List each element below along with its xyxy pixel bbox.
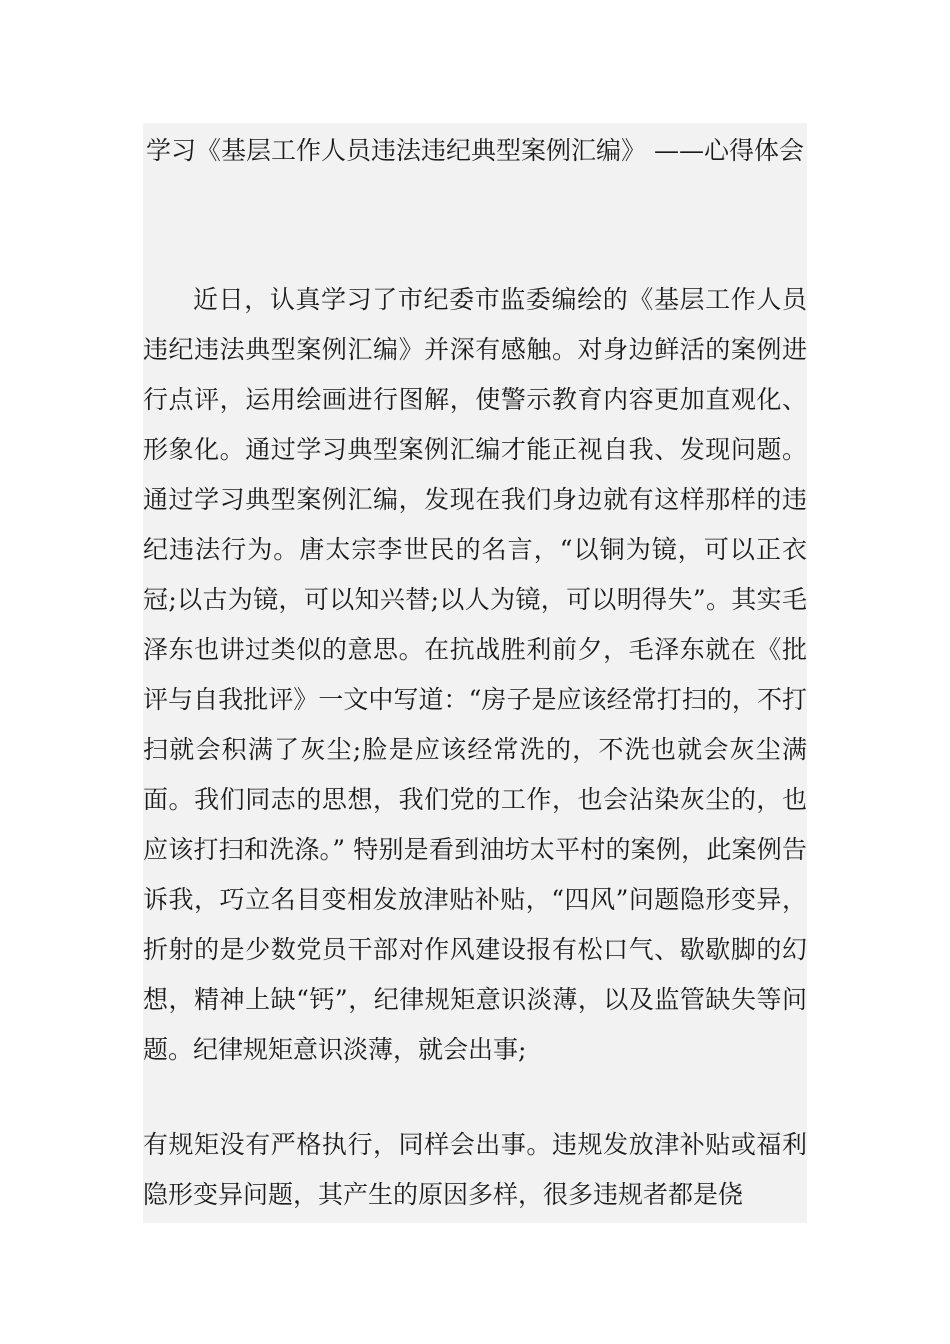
body-paragraph-1: 近日，认真学习了市纪委市监委编绘的《基层工作人员违纪违法典型案例汇编》并深有感触。对身边鲜活的案例进行点评，运用绘画进行图解，使警示教育内容更加直观化、形象化。通过学习典型案例汇编才能正视自我、发现问题。通过学习典型案例汇编，发现在我们身边就有这样那样的违纪违法行为。唐太宗李世民的名言，“以铜为镜，可以正衣冠;以古为镜，可以知兴替;以人为镜，可以明得失”。其实毛泽东也讲过类似的意思。在抗战胜利前夕，毛泽东就在《批评与自我批评》一文中写道：“房子是应该经常打扫的，不打扫就会积满了灰尘;脸是应该经常洗的，不洗也就会灰尘满面。我们同志的思想，我们党的工作，也会沾染灰尘的，也应该打扫和洗涤。” 特别是看到油坊太平村的案例，此案例告诉我，巧立名目变相发放津贴补贴，“四风”问题隐形变异，折射的是少数党员干部对作风建设报有松口气、歇歇脚的幻想，精神上缺“钙”，纪律规矩意识淡薄，以及监管缺失等问题。纪律规矩意识淡薄，就会出事; xyxy=(143,285,807,1064)
body-paragraph-2: 有规矩没有严格执行，同样会出事。违规发放津补贴或福利隐形变异问题，其产生的原因多样，很多违规者都是侥 xyxy=(143,1130,807,1209)
document-title: 学习《基层工作人员违法违纪典型案例汇编》 ——心得体会 xyxy=(146,136,804,165)
